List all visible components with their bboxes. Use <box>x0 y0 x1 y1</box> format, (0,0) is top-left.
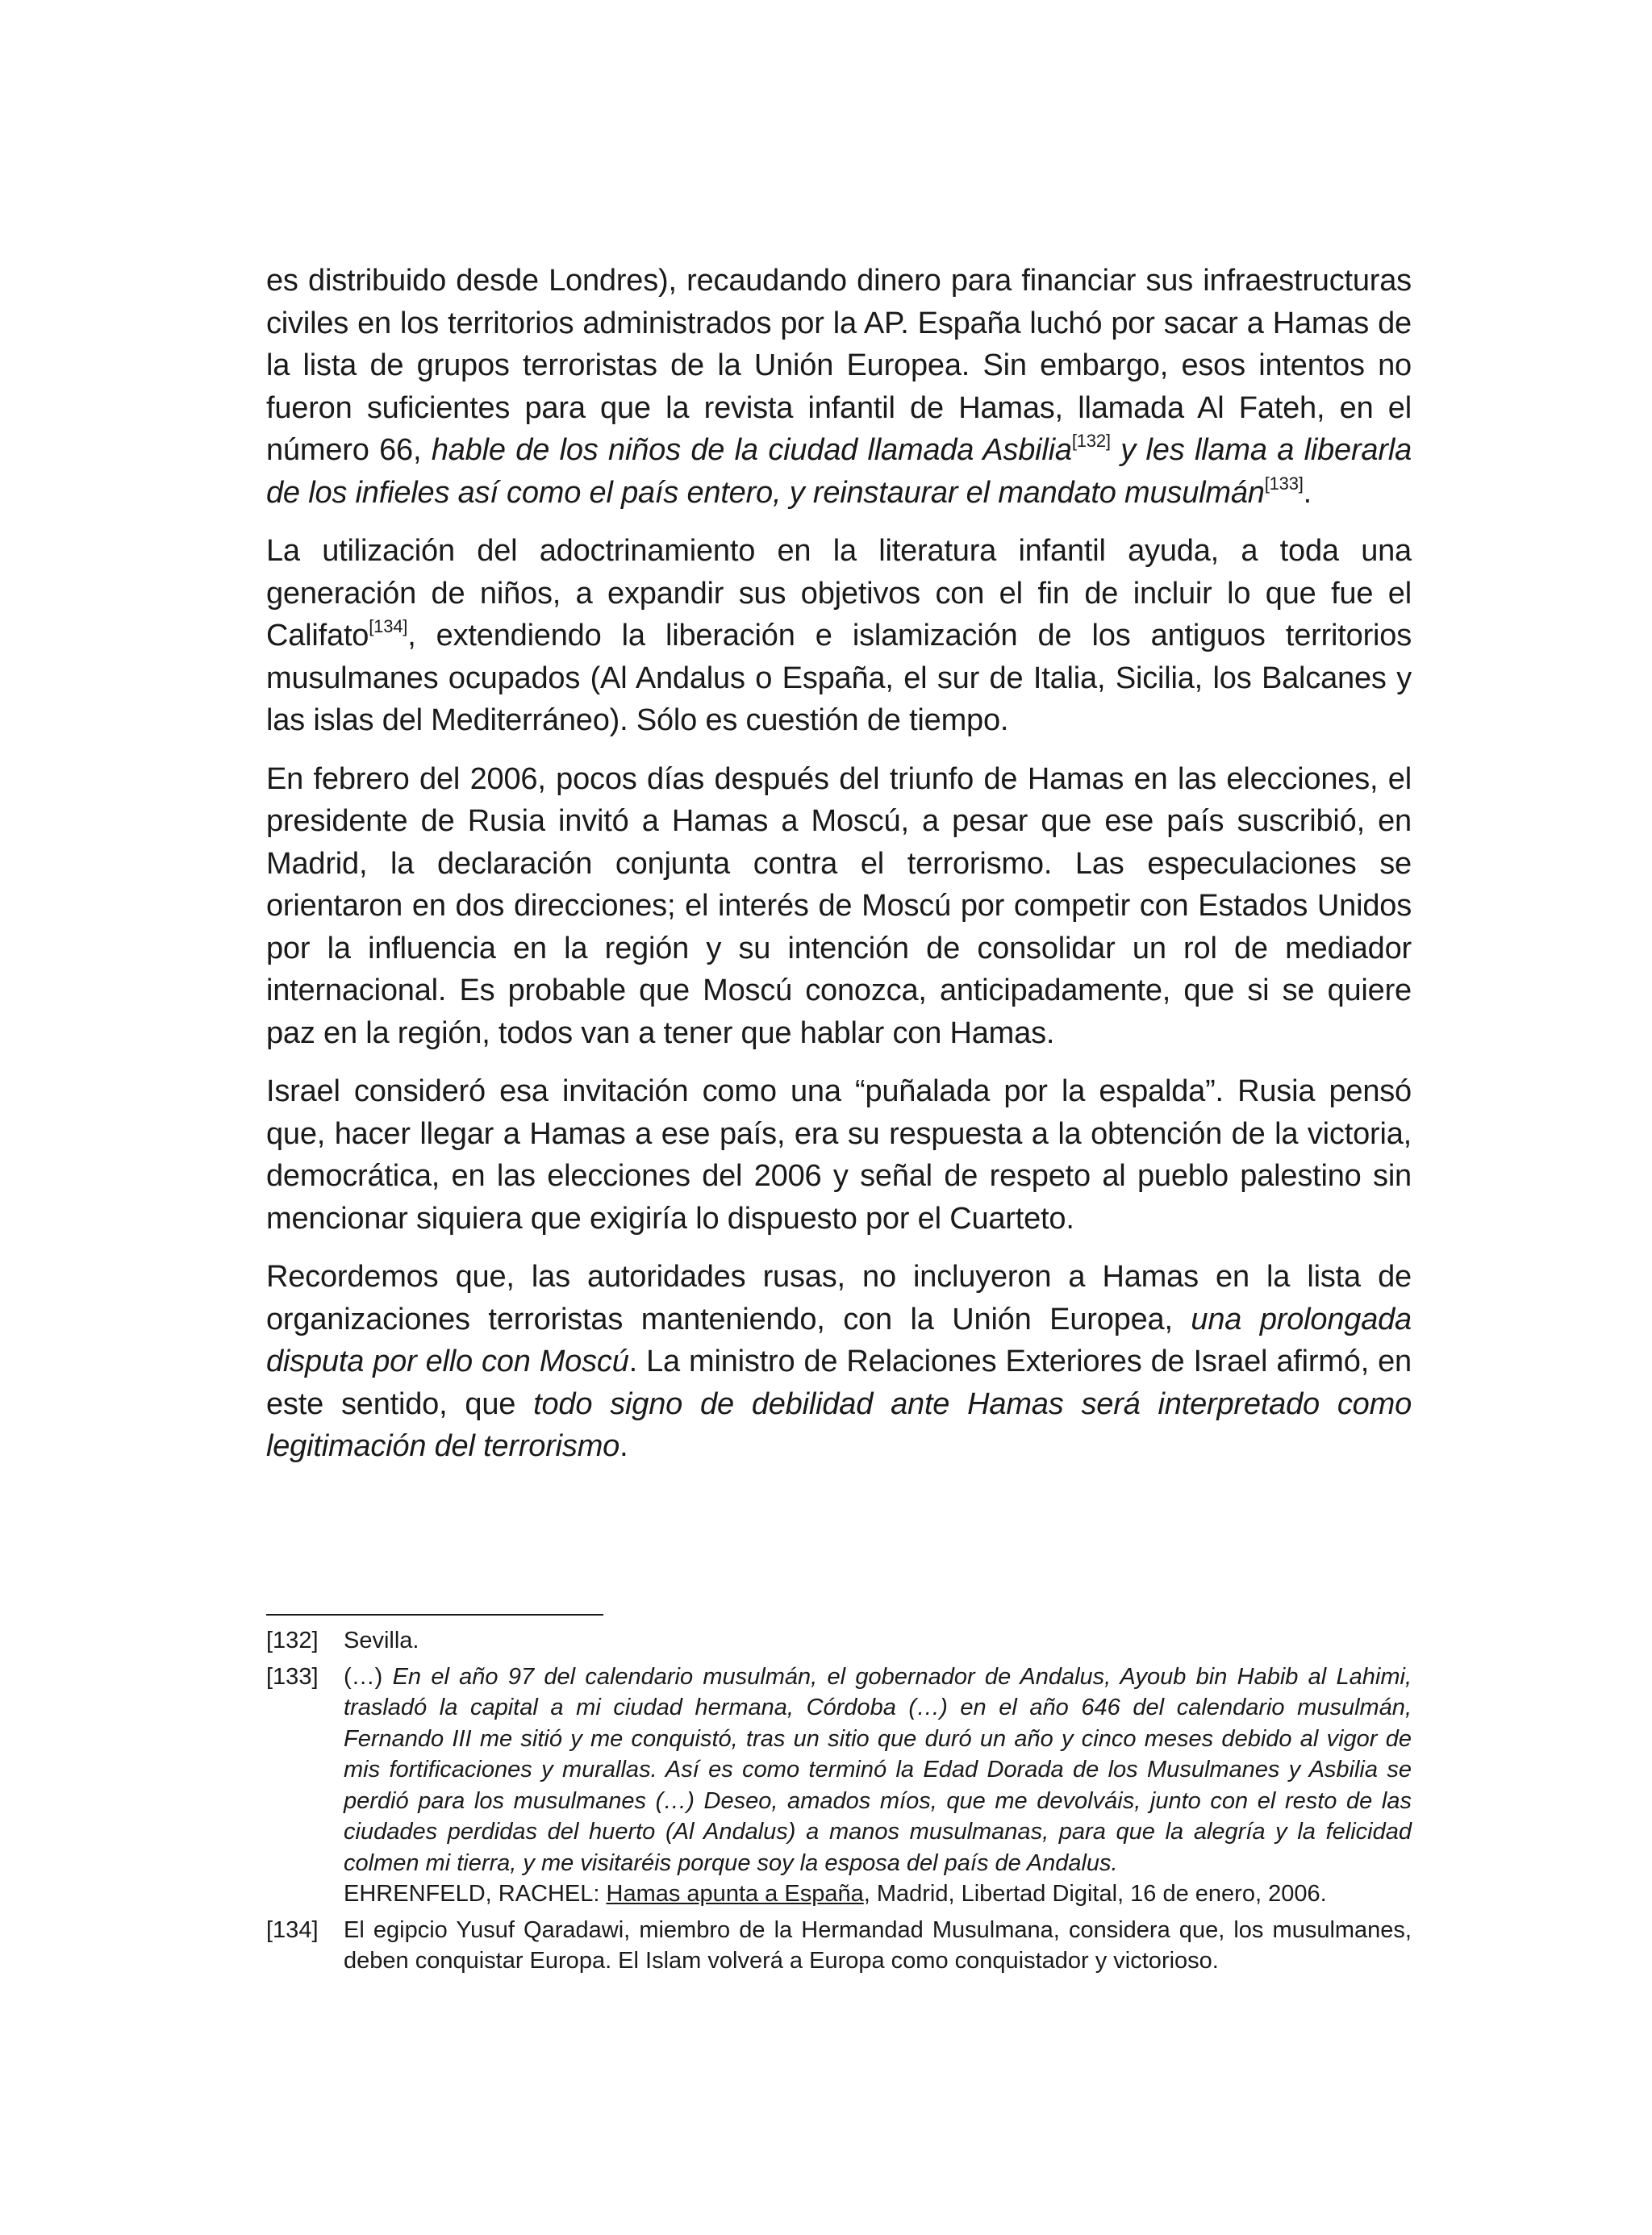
paragraph-2-text-2: , extendiendo la liberación e islamización de los antiguos territorios musulmanes ocupados (Al Andalus o España, el sur de Italia, Sicilia, los Balcanes y las islas del Mediterráneo). Sólo es cuestión de tiempo. <box>266 619 1412 737</box>
footnote-quote: En el año 97 del calendario musulmán, el gobernador de Andalus, Ayoub bin Habib al Lahimi, trasladó la capital a mi ciudad hermana, Córdoba (…) en el año 646 del calendario musulmán, Fernando III me sitió y me conquistó, tras un sitio que duró un año y cinco meses debido al vigor de mis fortificaciones y murallas. Así es como terminó la Edad Dorada de los Musulmanes y Asbilia se perdió para los musulmanes (…) Deseo, amados míos, que me devolváis, junto con el resto de las ciudades perdidas del huerto (Al Andalus) a manos musulmanas, para que la alegría y la felicidad colmen mi tierra, y me visitaréis porque soy la esposa del país de Andalus. <box>344 1663 1412 1876</box>
footnote-source-tail: , Madrid, Libertad Digital, 16 de enero, 2006. <box>863 1881 1327 1907</box>
paragraph-5 <box>266 1256 1412 1468</box>
footnote-ref-133[interactable]: [133] <box>1264 473 1304 494</box>
paragraph-1-italic: hable de los niños de la ciudad llamada Asbilia <box>431 433 1072 467</box>
paragraph-5-text: Recordemos que, las autoridades rusas, no incluyeron a Hamas en la lista de organizaciones terroristas manteniendo, con la Unión Europea, <box>266 1260 1412 1336</box>
footnote-ref-132[interactable]: [132] <box>1071 431 1111 451</box>
paragraph-1-text: es distribuido desde Londres), recaudando dinero para financiar sus infraestructuras civiles en los territorios administrados por la AP. España luchó por sacar a Hamas de la lista de grupos terroristas de la Unión Europea. Sin embargo, esos intentos no fueron suficientes para que la revista infantil de Hamas, llamada Al Fateh, en el número 66, <box>266 264 1412 467</box>
paragraph-2 <box>266 530 1412 742</box>
paragraph-5-text-2: . La ministro de Relaciones Exteriores de Israel afirmó, en este sentido, que <box>266 1345 1412 1421</box>
footnote-133 <box>266 1662 1412 1910</box>
paragraph-3: En febrero del 2006, pocos días después del triunfo de Hamas en las elecciones, el presidente de Rusia invitó a Hamas a Moscú, a pesar que ese país suscribió, en Madrid, la declaración conjunta contra el terrorismo. Las especulaciones se orientaron en dos direcciones; el interés de Moscú por competir con Estados Unidos por la influencia en la región y su intención de consolidar un rol de mediador internacional. Es probable que Moscú conozca, anticipadamente, que si se quiere paz en la región, todos van a tener que hablar con Hamas. <box>266 761 1412 1050</box>
footnote-number: [133] <box>266 1663 319 1690</box>
footnotes <box>266 1625 1412 1982</box>
paragraph-5-italic-2: todo signo de debilidad ante Hamas será interpretado como legitimación del terrorismo <box>266 1386 1412 1463</box>
paragraph-2-text: La utilización del adoctrinamiento en la literatura infantil ayuda, a toda una generación de niños, a expandir sus objetivos con el fin de incluir lo que fue el Califato <box>266 534 1412 653</box>
paragraph-1-italic-2: y les llama a liberarla de los infieles así como el país entero, y reinstaurar el mandato musulmán <box>266 433 1412 510</box>
paragraph-1-end: . <box>1303 475 1312 510</box>
footnote-number: [134] <box>266 1916 319 1943</box>
paragraph-4: Israel consideró esa invitación como una “puñalada por la espalda”. Rusia pensó que, hacer llegar a Hamas a ese país, era su respuesta a la obtención de la victoria, democrática, en las elecciones del 2006 y señal de respeto al pueblo palestino sin mencionar siquiera que exigiría lo dispuesto por el Cuarteto. <box>266 1074 1412 1236</box>
main-text <box>266 260 1412 1484</box>
footnote-number: [132] <box>266 1628 319 1653</box>
paragraph-1 <box>266 260 1412 514</box>
footnote-ref-134[interactable]: [134] <box>369 616 408 636</box>
footnote-source-link[interactable]: Hamas apunta a España <box>606 1881 864 1907</box>
paragraph-5-italic: una prolongada disputa por ello con Moscú <box>266 1302 1412 1378</box>
footnote-author: EHRENFELD, RACHEL: <box>344 1881 607 1907</box>
footnote-text <box>344 1662 1412 1910</box>
footnote-text: El egipcio Yusuf Qaradawi, miembro de la Hermandad Musulmana, considera que, los musulmanes, deben conquistar Europa. El Islam volverá a Europa como conquistador y victorioso. <box>344 1916 1412 1974</box>
footnote-divider <box>266 1614 603 1616</box>
paragraph-5-end: . <box>620 1429 628 1463</box>
footnote-lead: (…) <box>344 1663 393 1690</box>
footnote-132 <box>266 1625 1412 1657</box>
footnote-text: Sevilla. <box>344 1628 419 1653</box>
footnote-134 <box>266 1915 1412 1977</box>
